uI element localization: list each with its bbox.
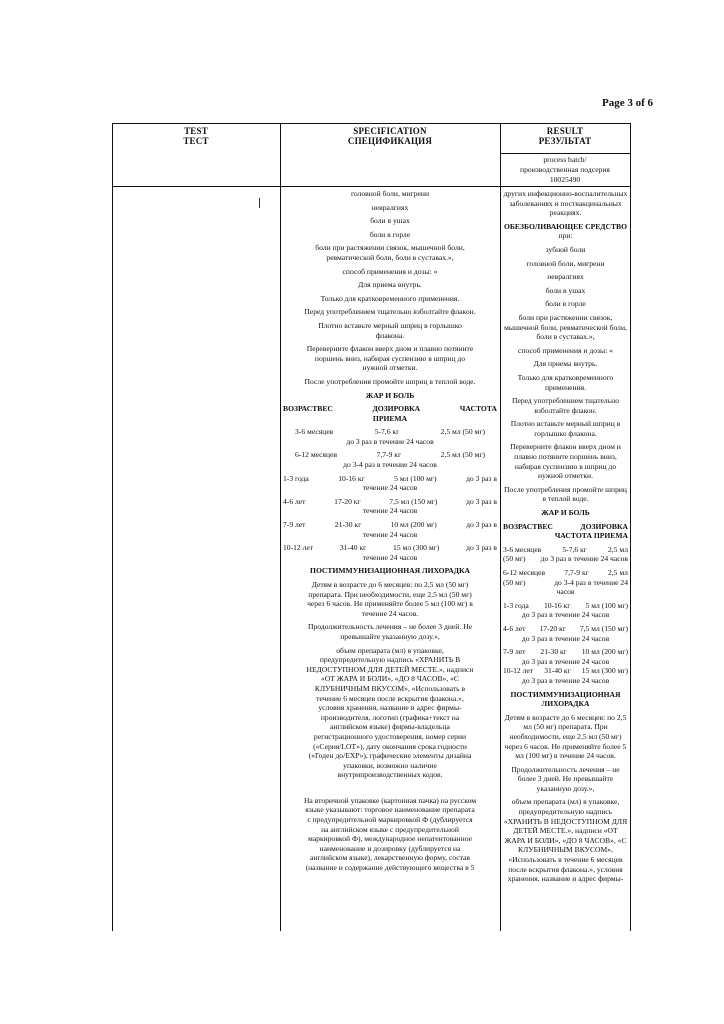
dosage-col-frequency: ЧАСТОТА (459, 404, 497, 414)
dosage-dose: 2,5 мл (608, 544, 628, 554)
dosage-weight: 10-16 кг (338, 473, 365, 483)
result-line: невралгиях (547, 272, 584, 282)
result-line: хранения, название и адрес фирмы- (507, 874, 624, 884)
spec-line: течение 24 часов. (361, 608, 419, 618)
spec-line: условия хранения, название и адрес фирмы- (318, 703, 462, 713)
result-heading: ОБЕЗБОЛИВАЮЩЕЕ СРЕДСТВО (503, 221, 628, 231)
dosage-age: 7-9 лет (283, 520, 306, 530)
result-line: применения. (544, 382, 587, 392)
result-heading: ПОСТИММУНИЗАЦИОННАЯ (510, 689, 621, 699)
spec-line: («Серия/LOT»), дату окончания срока годности (313, 741, 467, 751)
spec-line: регистрационного удостоверения, номер серии (313, 731, 467, 741)
result-line: других инфекционно-воспалительных (503, 189, 628, 198)
dosage-age: 3-6 месяцев (503, 544, 542, 554)
batch-info (500, 155, 630, 185)
spec-line: После употребления промойте шприц в теплой воде. (304, 376, 476, 386)
result-dosage-row (503, 601, 628, 611)
spec-line: НЕДОСТУПНОМ ДЛЯ ДЕТЕЙ МЕСТЕ.», надписи (306, 664, 474, 674)
result-line: необходимости, еще 2,5 мл (50 мг) (509, 731, 622, 741)
dosage-frequency-2: течение 24 часов (362, 529, 418, 539)
result-line: ДЕТЕЙ МЕСТЕ.», надписи «ОТ (513, 826, 618, 836)
spec-line: ревматической боли, боли в суставах.», (326, 252, 454, 262)
column-divider-spec (500, 123, 501, 931)
dosage-age: 3-6 месяцев (295, 427, 334, 437)
dosage-frequency-2: течение 24 часов (362, 552, 418, 562)
spec-line: невралгиях (371, 202, 409, 212)
result-heading: ЖАР И БОЛЬ (541, 508, 590, 518)
specification-table (112, 123, 630, 931)
spec-line: головной боли, мигрени (350, 189, 430, 198)
header-spec-ru: СПЕЦИФИКАЦИЯ (347, 136, 433, 146)
result-line: набирая суспензию в шприц до (514, 461, 617, 471)
result-line: после вскрытия флакона.», условия (508, 864, 623, 874)
spec-heading: ЖАР И БОЛЬ (365, 390, 415, 400)
result-line: Переверните флакон вверх дном и (510, 442, 621, 452)
result-dosage-row (503, 568, 628, 578)
spec-line: поршень вниз, набирая суспензию в шприц до (314, 353, 466, 363)
dosage-frequency: до 3 раз в (466, 543, 497, 553)
dosage-row (283, 474, 497, 484)
spec-heading: ПОСТИММУНИЗАЦИОННАЯ ЛИХОРАДКА (310, 566, 470, 576)
dosage-dose: 7,5 мл (150 мг) (389, 496, 438, 506)
dosage-frequency: до 3 раз в течение 24 часов (540, 554, 628, 564)
dosage-weight: 5-7,6 кг (562, 544, 587, 554)
dosage-weight: 31-40 кг (339, 543, 367, 553)
result-line: горлышко флакона. (534, 428, 597, 438)
dosage-frequency: до 3 раз в (466, 520, 497, 530)
dosage-weight: 10-16 кг (543, 600, 571, 610)
dosage-col-age-weight: ВОЗРАСТВЕС (283, 404, 333, 414)
dosage-dose: 5 мл (100 мг) (394, 473, 437, 483)
spec-line: течение 6 месяцев после вскрытия флакона.», (316, 693, 464, 703)
spec-line: («Годен до/EXP»), графические элементы дизайна (308, 751, 472, 761)
result-line: головной боли, мигрени (526, 258, 605, 268)
spec-line: предупредительную надпись «ХРАНИТЬ В (319, 655, 461, 665)
spec-line: объем препарата (мл) в упаковке, (336, 645, 444, 655)
result-dosage-col-dose: ДОЗИРОВКА (580, 521, 628, 531)
spec-line: маркировкой Ф), международное непатентованное (308, 834, 472, 844)
header-result (500, 126, 630, 146)
result-line: Перед употреблением тщательно (512, 396, 619, 406)
result-line: взболтайте флакон. (534, 405, 597, 415)
result-line: боли в ушах (545, 285, 586, 295)
spec-line: превышайте указанную дозу.», (340, 631, 440, 641)
result-line: мышечной боли, ревматической боли, (504, 322, 627, 332)
dosage-age: 4-6 лет (283, 496, 306, 506)
result-line: объем препарата (мл) в упаковке, (511, 797, 620, 807)
specification-text (283, 189, 497, 873)
spec-line: Для приема внутрь. (358, 280, 422, 290)
result-dosage-col-age-weight: ВОЗРАСТВЕС (503, 521, 553, 531)
result-dosage-header (503, 522, 628, 532)
spec-line: Детям в возрасте до 6 месяцев: по 2,5 мл (50 мг) (311, 580, 469, 589)
spec-line: Перед употреблением тщательно взболтайте флакон. (304, 307, 476, 317)
dosage-frequency: до 3 раз в течение 24 часов (521, 656, 610, 666)
dosage-frequency: до 3 раз в течение 24 часов (521, 675, 610, 685)
result-line: в теплой воде. (542, 494, 589, 504)
result-line: при: (558, 231, 573, 241)
result-line: Плотно вставьте мерный шприц в (510, 419, 621, 429)
dosage-age: 10-12 лет (503, 666, 534, 676)
dosage-age: 1-3 года (283, 473, 309, 483)
result-text (503, 189, 628, 884)
table-border-top (112, 123, 631, 124)
result-line: КЛУБНИЧНЫМ ВКУСОМ», (518, 845, 613, 855)
spec-line: «ОТ ЖАРА И БОЛИ», «ДО 8 ЧАСОВ», «С (321, 674, 459, 684)
dosage-frequency-2: часов (556, 587, 575, 597)
dosage-dose: 2,5 мл (50 мг) (440, 450, 485, 460)
dosage-frequency: до 3-4 раз в течение 24 часов (343, 460, 437, 470)
spec-line: (название и содержание действующего вещества в 5 (305, 863, 475, 873)
spec-line: английском языке), лекарственную форму, состав (309, 853, 471, 863)
dosage-dose: 7,5 мл (150 мг) (579, 623, 628, 633)
result-line: Продолжительность лечения – не (511, 764, 620, 774)
header-spec-en: SPECIFICATION (353, 126, 427, 136)
header-test-en: TEST (184, 126, 208, 136)
result-line: Детям в возрасте до 6 месяцев: по 2,5 (504, 712, 627, 722)
spec-line: наименование и дозировку (дублируется на (319, 843, 461, 853)
spec-line: боли при растяжении связок, мышечной боли, (315, 243, 465, 253)
result-dosage-row (503, 545, 628, 555)
result-line: боли в суставах.», (536, 332, 595, 342)
dosage-weight: 31-40 кг (544, 666, 571, 676)
spec-line: способ применения и дозы: « (342, 266, 438, 276)
result-dosage-row-2 (503, 554, 628, 564)
result-line: более 3 дней. Не превышайте (517, 774, 614, 784)
header-result-ru: РЕЗУЛЬТАТ (538, 136, 592, 146)
spec-line: препарата. При необходимости, еще 2,5 мл (50 мг) (308, 589, 472, 599)
dosage-dose-2: (50 мг) (503, 554, 526, 564)
dosage-age: 6-12 месяцев (295, 450, 338, 460)
spec-line: флакона. (375, 330, 405, 340)
result-line: «ХРАНИТЬ В НЕДОСТУПНОМ ДЛЯ (503, 816, 628, 826)
result-line: ЖАРА И БОЛИ», «ДО 8 ЧАСОВ», «С (504, 835, 627, 845)
result-line: «Использовать в течение 6 месяцев (508, 855, 623, 865)
spec-line: Переверните флакон вверх дном и плавно потяните (306, 344, 474, 354)
dosage-weight: 21-30 кг (540, 647, 567, 657)
result-dosage-row (503, 647, 628, 657)
result-line: через 6 часов. Не применяйте более 5 (504, 741, 627, 751)
spec-line: языке указывают: торговое наименование препарата (305, 805, 475, 815)
test-column-mark (259, 198, 260, 208)
dosage-weight: 17-20 кг (539, 623, 566, 633)
spec-line: с предупредительной маркировкой Ф (дублируется (307, 815, 473, 825)
spec-line: На вторичной упаковке (картонная пачка) на русском (303, 795, 477, 805)
table-border-right (630, 123, 631, 931)
spec-line: боли в ушах (370, 216, 410, 226)
spec-line: производителя, логотип (графика+текст на (320, 712, 460, 722)
page-number: Page 3 of 6 (602, 97, 654, 109)
result-line: боли в горле (545, 299, 586, 309)
dosage-row (283, 543, 497, 553)
result-header-divider (500, 153, 631, 154)
spec-line: КЛУБНИЧНЫМ ВКУСОМ», «Использовать в (314, 683, 466, 693)
result-line: нужной отметки. (538, 471, 593, 481)
spec-line: Продолжительность лечения – не более 3 дней. Не (308, 622, 472, 632)
dosage-row (283, 427, 497, 437)
dosage-row (283, 520, 497, 530)
result-line: Только для кратковременного (517, 372, 614, 382)
result-dosage-col-frequency: ЧАСТОТА ПРИЕМА (554, 531, 628, 541)
dosage-age: 1-3 года (503, 600, 529, 610)
spec-line: через 6 часов. Не применяйте более 5 мл (100 мг) в (307, 599, 473, 609)
dosage-frequency: до 3 раз в (466, 496, 497, 506)
dosage-frequency: до 3 раз в течение 24 часов (521, 610, 610, 620)
header-test (112, 126, 280, 146)
dosage-dose: 10 мл (200 мг) (581, 647, 628, 657)
spec-line: Только для кратковременного применения. (320, 293, 460, 303)
result-dosage-row (503, 624, 628, 634)
spec-line: нужной отметки. (362, 363, 418, 373)
batch-label-en: process batch/ (543, 155, 587, 164)
result-line: боли при растяжении связок, (518, 312, 613, 322)
result-heading: ЛИХОРАДКА (541, 699, 590, 709)
dosage-age: 7-9 лет (503, 647, 526, 657)
dosage-frequency: до 3 раз в течение 24 часов (346, 436, 434, 446)
spec-line: на английском языке с предупредительной (321, 824, 459, 834)
dosage-frequency: до 3 раз в течение 24 часов (521, 633, 610, 643)
header-row-divider (112, 186, 631, 187)
result-dosage-row-2 (503, 578, 628, 588)
batch-number: 10025490 (549, 175, 581, 184)
result-line: мл (100 мг) в течение 24 часов. (515, 751, 616, 761)
spec-line: упаковки, возможно наличие (343, 760, 437, 770)
dosage-age: 6-12 месяцев (503, 568, 546, 577)
dosage-age: 4-6 лет (503, 623, 526, 633)
dosage-dose: 15 мл (300 мг) (393, 543, 440, 553)
dosage-table-header (283, 404, 497, 414)
dosage-weight: 17-20 кг (334, 496, 361, 506)
header-test-ru: ТЕСТ (183, 136, 209, 146)
batch-label-ru: производственная подсерия (520, 165, 610, 174)
dosage-dose: 10 мл (200 мг) (390, 520, 437, 530)
dosage-weight: 5-7,6 кг (374, 427, 400, 437)
result-line: мл (50 мг) препарата. При (523, 722, 608, 732)
result-line: После употребления промойте шприц (504, 484, 627, 494)
result-line: указанную дозу.», (536, 783, 595, 793)
dosage-frequency: до 3 раз в (466, 473, 497, 483)
dosage-age: 10-12 лет (283, 543, 314, 553)
dosage-weight: 7,7-9 кг (376, 450, 402, 460)
spec-line: боли в горле (369, 229, 411, 239)
dosage-col-dose: ДОЗИРОВКА (372, 404, 421, 414)
spec-line: английском языке) фирмы-владельца (330, 722, 450, 732)
spec-line: внутрипроизводственных кодов. (337, 770, 443, 780)
result-dosage-row (503, 666, 628, 676)
header-specification (280, 126, 500, 146)
result-line: предупредительную надпись (518, 807, 613, 817)
dosage-dose: 5 мл (100 мг) (585, 600, 628, 610)
result-line: Для приема внутрь. (533, 359, 598, 369)
dosage-frequency-2: течение 24 часов (362, 506, 418, 516)
dosage-weight: 7,7-9 кг (564, 568, 589, 577)
spec-line: Плотно вставьте мерный шприц в горлышко (318, 320, 462, 330)
result-line: реакциях. (549, 208, 582, 218)
result-line: способ применения и дозы: « (518, 345, 613, 355)
dosage-row (283, 450, 497, 460)
result-line: зубной боли (545, 244, 586, 254)
dosage-weight: 21-30 кг (334, 520, 362, 530)
dosage-row (283, 497, 497, 507)
dosage-col-frequency-2: ПРИЕМА (372, 413, 408, 423)
result-line: заболеваниях и поствакцинальных (509, 198, 622, 208)
dosage-dose: 15 мл (300 мг) (581, 666, 628, 676)
dosage-dose: 2,5 мл (607, 568, 628, 577)
dosage-dose-2: (50 мг) (503, 577, 526, 587)
column-divider-test (280, 123, 281, 931)
dosage-frequency: до 3-4 раз в течение 24 (554, 577, 628, 587)
header-result-en: RESULT (546, 126, 584, 136)
result-line: плавно потяните поршень вниз, (514, 452, 617, 462)
table-border-left (112, 123, 113, 931)
dosage-dose: 2,5 мл (50 мг) (440, 427, 485, 437)
dosage-frequency-2: течение 24 часов (362, 483, 418, 493)
